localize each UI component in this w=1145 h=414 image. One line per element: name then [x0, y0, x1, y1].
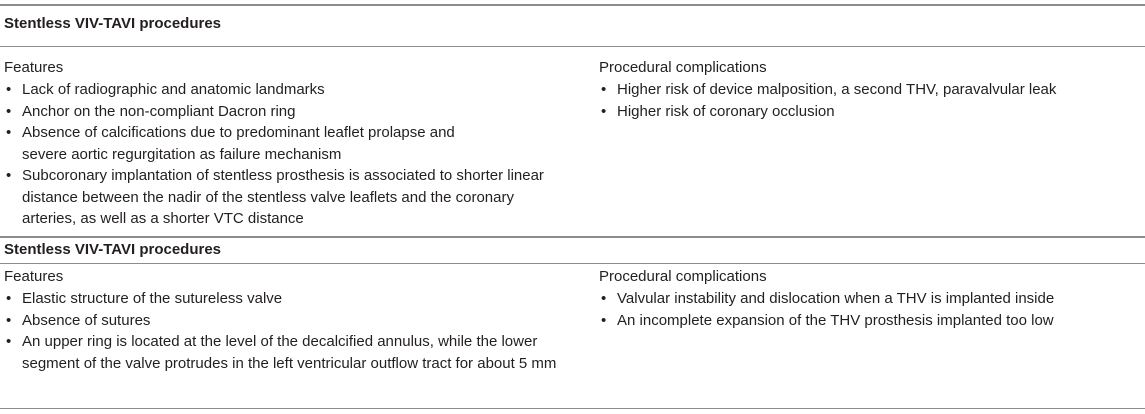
features-column [4, 266, 564, 374]
complications-column [599, 266, 1119, 331]
list-item: • Absence of sutures [4, 310, 564, 332]
list-item: • Valvular instability and dislocation when a THV is implanted inside [599, 288, 1119, 310]
section-2-title-rule [0, 263, 1145, 264]
section-title: Stentless VIV-TAVI procedures [4, 15, 222, 32]
table-bottom-rule [0, 408, 1145, 409]
list-item: • Higher risk of coronary occlusion [599, 101, 1119, 123]
list-item: • An upper ring is located at the level of the decalcified annulus, while the lower segment of the valve protrudes in the left ventricular outflow tract for about 5 mm [4, 331, 567, 374]
section-divider-rule [0, 236, 1145, 238]
list-item: • Anchor on the non-compliant Dacron ring [4, 101, 564, 123]
list-item: • Absence of calcifications due to predominant leaflet prolapse and severe aortic regurgitation as failure mechanism [4, 122, 492, 165]
section-1-title-rule [0, 46, 1145, 47]
list-item: • Lack of radiographic and anatomic landmarks [4, 79, 564, 101]
complications-list [599, 288, 1119, 331]
features-list [4, 288, 564, 374]
features-heading: Features [4, 268, 64, 285]
list-item: • Elastic structure of the sutureless valve [4, 288, 564, 310]
complications-column [599, 57, 1119, 122]
table-top-rule [0, 4, 1145, 6]
list-item: • Subcoronary implantation of stentless prosthesis is associated to shorter linear distance between the nadir of the stentless valve leaflets and the coronary arteries, as well as a shorter VTC distance [4, 165, 570, 230]
complications-list [599, 79, 1119, 122]
features-list [4, 79, 564, 230]
features-column [4, 57, 564, 230]
complications-heading: Procedural complications [599, 59, 767, 76]
complications-heading: Procedural complications [599, 268, 767, 285]
features-heading: Features [4, 59, 64, 76]
list-item: • An incomplete expansion of the THV prosthesis implanted too low [599, 310, 1119, 332]
section-title: Stentless VIV-TAVI procedures [4, 241, 222, 258]
list-item: • Higher risk of device malposition, a second THV, paravalvular leak [599, 79, 1119, 101]
